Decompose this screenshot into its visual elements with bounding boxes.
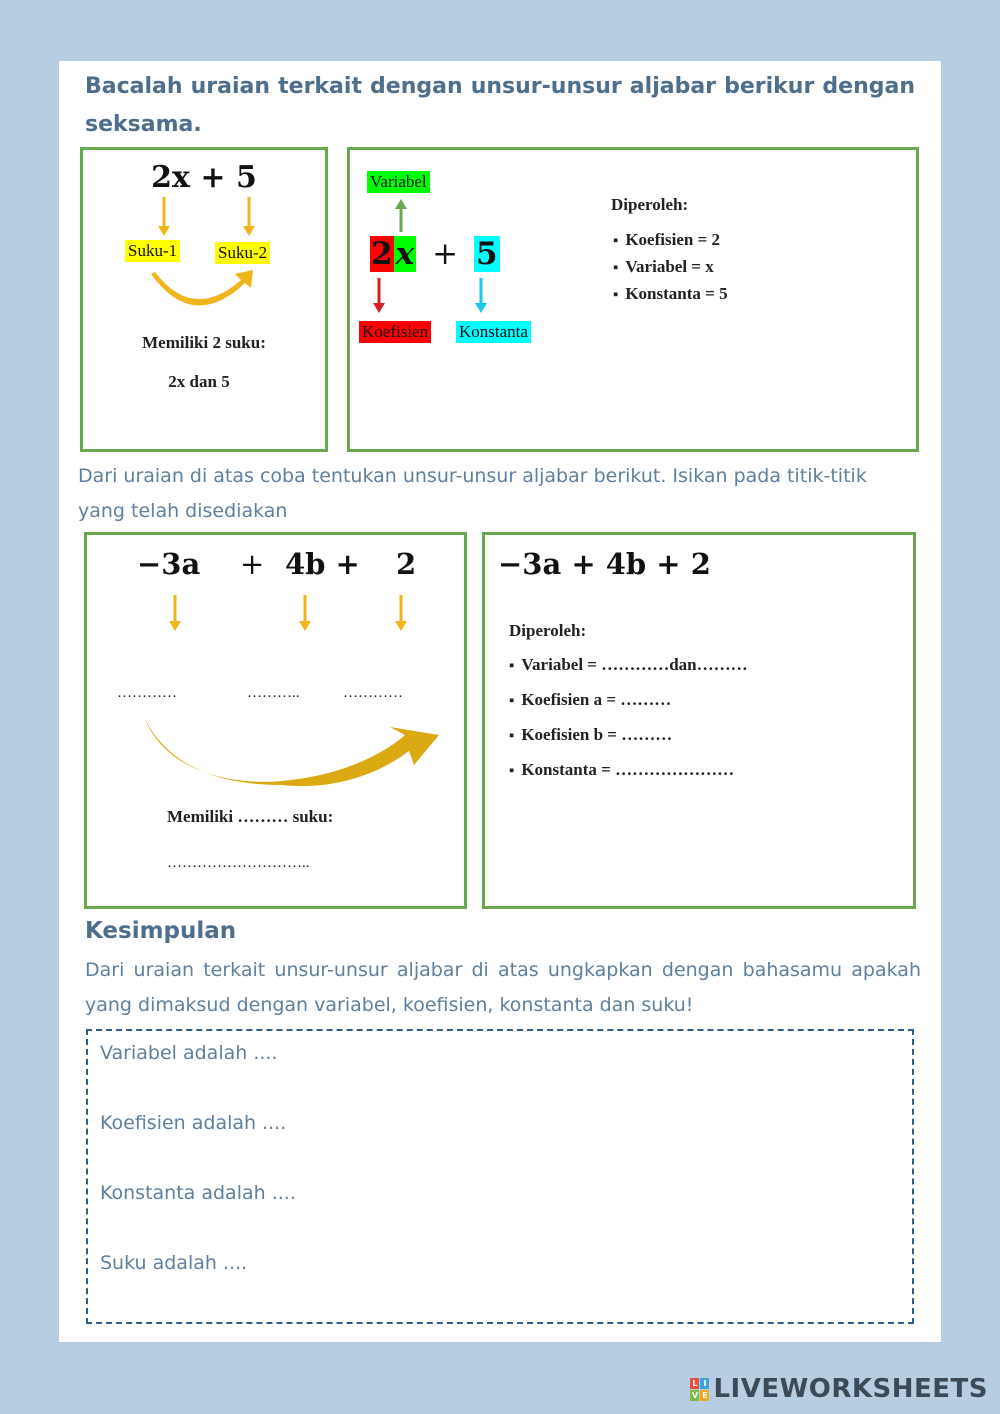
result-coefficient: ▪ Koefisien = 2 <box>613 230 720 250</box>
conclusion-prompt: Dari uraian terkait unsur-unsur aljabar di atas ungkapkan dengan bahasamu apakah yang dimaksud dengan variabel, koefisien, konstanta dan suku! <box>85 959 921 1016</box>
logo-icon: L I V E <box>691 1378 708 1400</box>
curved-arrow-icon <box>151 270 253 305</box>
conclusion-coefficient-line[interactable]: Koefisien adalah .... <box>100 1112 287 1134</box>
brand-name: LIVEWORKSHEETS <box>713 1374 988 1404</box>
plus-sign: + <box>432 236 459 272</box>
result-constant: ▪ Konstanta = 5 <box>613 284 728 304</box>
exercise-terms-box <box>84 532 467 909</box>
liveworksheets-logo <box>690 1374 988 1404</box>
term1-label: Suku-1 <box>125 240 180 262</box>
exercise-term-1: −3a <box>137 547 201 581</box>
example-arrows <box>83 150 325 450</box>
variable-tag: Variabel <box>367 171 430 193</box>
conclusion-term-line[interactable]: Suku adalah .... <box>100 1252 248 1274</box>
exercise-summary-1[interactable]: Memiliki ……… suku: <box>167 807 334 826</box>
example-summary-1: Memiliki 2 suku: <box>142 333 266 352</box>
exercise-curved-arrow-icon <box>144 717 439 786</box>
example-summary-2: 2x dan 5 <box>168 372 230 391</box>
exercise-term-3: 2 <box>396 547 417 581</box>
exercise-result-coef-a[interactable]: ▪ Koefisien a = ……… <box>509 690 671 710</box>
exercise-blank-1[interactable]: ………… <box>117 685 177 701</box>
example-expression: 2x + 5 <box>151 160 257 195</box>
coefficient-tag: Koefisien <box>359 321 431 343</box>
task-instruction: Dari uraian di atas coba tentukan unsur-unsur aljabar berikut. Isikan pada titik-titik yang telah disediakan <box>78 465 867 522</box>
conclusion-answer-box[interactable] <box>86 1029 914 1324</box>
exercise-result-coef-b[interactable]: ▪ Koefisien b = ……… <box>509 725 672 745</box>
exercise-elements-box <box>482 532 916 909</box>
exercise-arrows <box>87 535 464 905</box>
exercise-result-heading: Diperoleh: <box>509 621 587 640</box>
result-variable: ▪ Variabel = x <box>613 257 714 277</box>
constant-tag: Konstanta <box>456 321 531 343</box>
result-heading: Diperoleh: <box>611 195 689 214</box>
exercise-blank-3[interactable]: ………… <box>343 685 403 701</box>
conclusion-variable-line[interactable]: Variabel adalah .... <box>100 1042 278 1064</box>
constant-highlight: 5 <box>476 236 498 272</box>
example-elements-box <box>347 147 919 452</box>
exercise-blank-2[interactable]: ……….. <box>247 685 300 701</box>
variable-highlight: x <box>395 236 415 272</box>
example-terms-box <box>80 147 328 452</box>
exercise-op-1: + <box>240 547 265 581</box>
instruction-text: Bacalah uraian terkait dengan unsur-unsur aljabar berikur dengan seksama. <box>85 74 915 137</box>
conclusion-constant-line[interactable]: Konstanta adalah .... <box>100 1182 296 1204</box>
exercise-summary-2[interactable]: ……………………….. <box>167 855 310 871</box>
conclusion-heading: Kesimpulan <box>85 918 237 944</box>
exercise-term-2: 4b + <box>285 547 360 581</box>
exercise-result-constant[interactable]: ▪ Konstanta = ………………… <box>509 760 734 780</box>
exercise-expression: −3a + 4b + 2 <box>498 547 711 581</box>
exercise-result-variable[interactable]: ▪ Variabel = …………dan……… <box>509 655 748 675</box>
term2-label: Suku-2 <box>215 242 270 264</box>
coefficient-highlight: 2 <box>371 236 393 272</box>
